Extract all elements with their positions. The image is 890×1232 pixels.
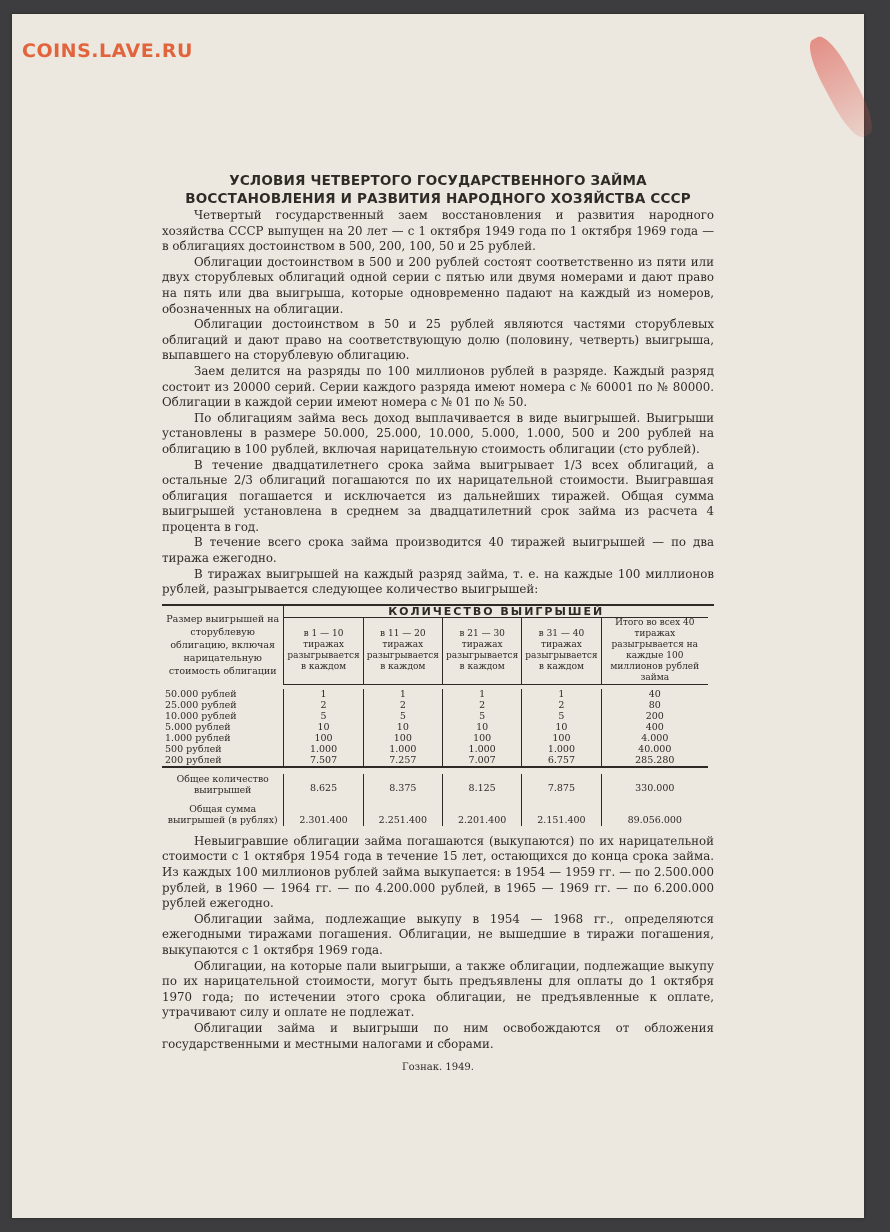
table-cell: 10 [442,722,521,733]
table-cell: 200 [601,711,708,722]
bond-conditions [162,172,714,1073]
table-cell: 10 [284,722,363,733]
printer-imprint: Гознак. 1949. [402,1062,474,1074]
prize-amount: 50.000 рублей [165,688,237,700]
total-sum-label: Общая сумма выигрышей (в рублях) [167,803,278,826]
table-row [162,700,714,711]
column-header: в 11 — 20 тиражах разыгрывается в каждом [363,617,442,684]
prize-amount: 200 рублей [162,755,284,767]
column-header: Итого во всех 40 тиражах разыгрывается на каждые 100 миллионов рублей займа [601,617,708,684]
table-cell: 100 [442,733,521,744]
site-watermark: COINS.LAVE.RU [22,40,193,62]
column-header: в 1 — 10 тиражах разыгрывается в каждом [284,617,363,684]
table-cell: 285.280 [601,755,708,767]
paragraph-table-intro: В тиражах выигрышей на каждый разряд займа, т. е. на каждые 100 миллионов рублей, разыгрывается следующее количество выигрышей: [162,566,714,597]
table-cell: 8.125 [442,774,521,804]
table-cell: 5 [363,711,442,722]
table-cell: 8.625 [284,774,363,804]
prize-amount: 10.000 рублей [165,710,237,722]
table-cell: 6.757 [522,755,601,767]
paragraph-payment-deadline: Облигации, на которые пали выигрыши, а также облигации, подлежащие выкупу по их нарицательной стоимости, могут быть предъявлены для оплаты до 1 октября 1970 года; по истечении этого срока облигации, не предъявленные к оплате, утрачивают силу и оплате не подлежат. [162,958,714,1020]
row-header: Размер выигрышей на сторублевую облигацию, включая нарицательную стоимость облигации [166,613,280,677]
paragraph-issue: Четвертый государственный заем восстановления и развития народного хозяйства СССР выпущен на 20 лет — с 1 октября 1949 года по 1 октября 1969 года — в облигациях достоинством в 500, 200, 100, 50 и 25 рублей. [162,208,714,254]
table-cell: 4.000 [601,733,708,744]
column-header: в 31 — 40 тиражах разыгрывается в каждом [522,617,601,684]
table-cell: 2 [522,700,601,711]
table-cell: 1.000 [363,744,442,755]
paragraph-categories: Заем делится на разряды по 100 миллионов рублей в разряде. Каждый разряд состоит из 20000 серий. Серии каждого разряда имеют номера с № 60001 по № 80000. Облигации в каждой серии имеют номера с № 01 по № 50. [162,363,714,410]
table-cell: 330.000 [601,774,708,804]
table-cell: 80 [601,700,708,711]
table-cell: 40.000 [601,744,708,755]
table-row [162,733,714,744]
table-cell: 40 [601,689,708,700]
table-row [162,711,714,722]
table-cell: 7.507 [284,755,363,767]
table-cell: 1 [522,689,601,700]
paragraph-winning-share: В течение двадцатилетнего срока займа выигрывает 1/3 всех облигаций, а остальные 2/3 облигаций погашаются по их нарицательной стоимости. Выигравшая облигация погашается и исключается из дальнейших тиражей. Общая сумма выигрышей установлена в среднем за двадцатилетний срок займа из расчета 4 процента в год. [162,457,714,534]
table-cell: 1 [284,689,363,700]
table-cell: 100 [363,733,442,744]
prize-amount: 500 рублей [165,743,222,755]
table-cell: 100 [284,733,363,744]
paragraph-draws: В течение всего срока займа производится 40 тиражей выигрышей — по два тиража ежегодно. [162,535,714,566]
table-cell: 89.056.000 [601,804,708,826]
prize-table [162,604,714,826]
group-header: КОЛИЧЕСТВО ВЫИГРЫШЕЙ [284,605,708,618]
totals-row [162,804,714,826]
prize-amount: 1.000 рублей [165,732,231,744]
table-cell: 2.151.400 [522,804,601,826]
table-cell: 1.000 [284,744,363,755]
totals-row [162,774,714,804]
table-cell: 2.301.400 [284,804,363,826]
table-cell: 1.000 [442,744,521,755]
paragraph-prizes: По облигациям займа весь доход выплачивается в виде выигрышей. Выигрыши установлены в размере 50.000, 25.000, 10.000, 5.000, 1.000, 500 и 200 рублей на облигацию в 100 рублей, включая нарицательную стоимость облигации (сто рублей). [162,410,714,456]
table-row [162,755,714,767]
paragraph-redemption-draws: Облигации займа, подлежащие выкупу в 1954 — 1968 гг., определяются ежегодными тиражами погашения. Облигации, не вышедшие в тиражи погашения, выкупаются с 1 октября 1969 года. [162,911,714,957]
table-cell: 5 [442,711,521,722]
red-stain [802,31,880,142]
table-cell: 1.000 [522,744,601,755]
column-header: в 21 — 30 тиражах разыгрывается в каждом [442,617,521,684]
table-cell: 7.007 [442,755,521,767]
table-cell: 400 [601,722,708,733]
table-cell: 100 [522,733,601,744]
table-cell: 1 [363,689,442,700]
table-cell: 2 [442,700,521,711]
table-cell: 5 [522,711,601,722]
table-cell: 2.251.400 [363,804,442,826]
table-cell: 2 [363,700,442,711]
table-cell: 7.257 [363,755,442,767]
paragraph-50-25: Облигации достоинством в 50 и 25 рублей являются частями сторублевых облигаций и дают право на соответствующую долю (половину, четверть) выигрыша, выпавшего на сторублевую облигацию. [162,317,714,363]
paragraph-tax-exemption: Облигации займа и выигрыши по ним освобождаются от обложения государственными и местными налогами и сборами. [162,1020,714,1051]
prize-amount: 25.000 рублей [165,699,237,711]
prize-amount: 5.000 рублей [165,721,231,733]
table-cell: 5 [284,711,363,722]
table-cell: 7.875 [522,774,601,804]
title-line-1: УСЛОВИЯ ЧЕТВЕРТОГО ГОСУДАРСТВЕННОГО ЗАЙМА [229,173,647,189]
table-cell: 10 [363,722,442,733]
table-row [162,689,714,700]
total-count-label: Общее количество выигрышей [176,773,269,796]
table-cell: 8.375 [363,774,442,804]
document-title [162,172,714,208]
paragraph-500-200: Облигации достоинством в 500 и 200 рублей состоят соответственно из пяти или двух сторублевых облигаций одной серии с пятью или двумя номерами и дают право на пять или два выигрыша, которые одновременно падают на каждый из номеров, обозначенных на облигации. [162,254,714,316]
table-cell: 10 [522,722,601,733]
table-row [162,722,714,733]
table-row [162,744,714,755]
title-line-2: ВОССТАНОВЛЕНИЯ И РАЗВИТИЯ НАРОДНОГО ХОЗЯЙСТВА СССР [185,191,691,207]
table-cell: 2 [284,700,363,711]
paragraph-redemption: Невыигравшие облигации займа погашаются (выкупаются) по их нарицательной стоимости с 1 октября 1954 года в течение 15 лет, остающихся до конца срока займа. Из каждых 100 миллионов рублей займа выкупается: в 1954 — 1959 гг. — по 2.500.000 рублей, в 1960 — 1964 гг. — по 4.200.000 рублей, в 1965 — 1969 гг. — по 6.200.000 рублей ежегодно. [162,833,714,911]
table-cell: 1 [442,689,521,700]
table-cell: 2.201.400 [442,804,521,826]
